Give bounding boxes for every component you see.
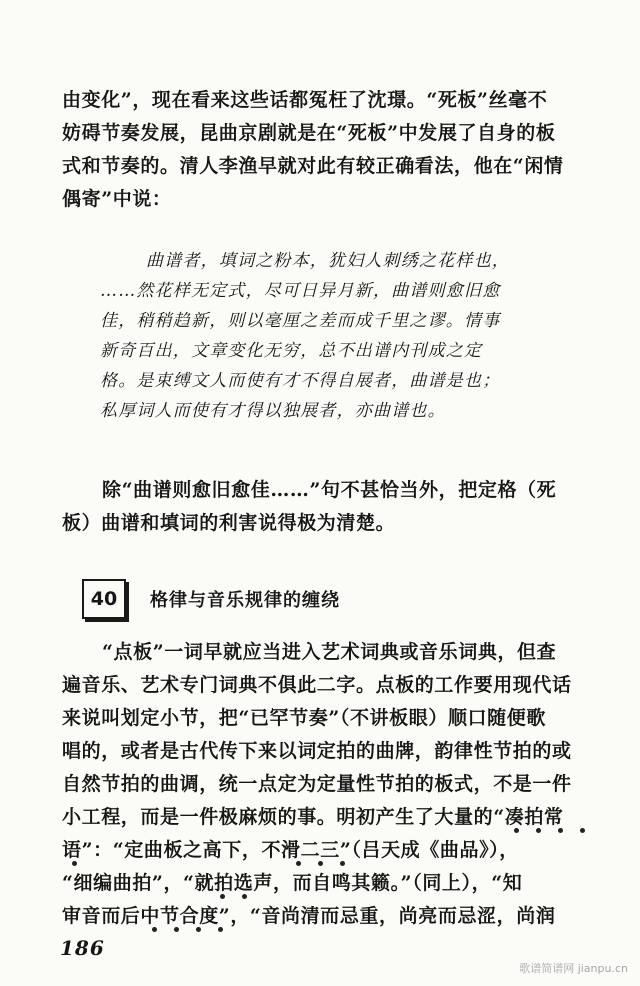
text-line: 妨碍节奏发展，昆曲京剧就是在“死板”中发展了自身的板 (62, 122, 556, 144)
emphasis-dot (218, 927, 223, 932)
text-line: 小工程，而是一件极麻烦的事。明初产生了大量的“凑拍常 (62, 806, 564, 828)
emphasis-dot (536, 828, 541, 833)
section-heading (82, 578, 340, 620)
text-line: 由变化”，现在看来这些话都冤枉了沈璟。“死板”丝毫不 (62, 89, 548, 111)
emphasis-dot (220, 894, 225, 899)
emphasis-dot (72, 861, 77, 866)
quote-line: 私厚词人而使有才得以独展者，亦曲谱也。 (100, 401, 446, 421)
emphasis-dot (514, 828, 519, 833)
emphasis-dot (340, 861, 345, 866)
emphasis-dot (196, 927, 201, 932)
quote-line: 新奇百出，文章变化无穷，总不出谱内刊成之定 (100, 341, 483, 361)
text-line: 语”：“定曲板之高下，不滑二三”（吕天成《曲品》）， (62, 839, 519, 861)
quote-line: ……然花样无定式，尽可日异月新，曲谱则愈旧愈 (100, 281, 501, 301)
page-number: 186 (60, 936, 105, 960)
emphasis-dot (318, 861, 323, 866)
emphasis-dot (296, 861, 301, 866)
block-quote (100, 246, 580, 426)
emphasis-dot (174, 927, 179, 932)
quote-line: 格。是束缚文人而使有才不得自展者，曲谱是也； (100, 371, 501, 391)
paragraph-intro (62, 84, 622, 216)
text-line: 遍音乐、艺术专门词典不俱此二字。点板的工作要用现代话 (62, 674, 572, 696)
text-line: 式和节奏的。清人李渔早就对此有较正确看法，他在“闲情 (62, 155, 564, 177)
text-line: 板）曲谱和填词的利害说得极为清楚。 (62, 512, 396, 534)
text-line: 来说叫划定小节，把“已罕节奏”（不讲板眼）顺口随便歌 (62, 707, 546, 729)
emphasis-dot (152, 927, 157, 932)
quote-line: 佳，稍稍趋新，则以毫厘之差而成千里之谬。情事 (100, 311, 501, 331)
paragraph-comment (62, 474, 622, 540)
emphasis-dot (242, 894, 247, 899)
text-line: 唱的，或者是古代传下来以词定拍的曲牌，韵律性节拍的或 (62, 740, 572, 762)
text-line: 审音而后中节合度”，“音尚清而忌重，尚亮而忌涩，尚润 (62, 905, 556, 927)
quote-line: 曲谱者，填词之粉本，犹妇人刺绣之花样也， (146, 251, 510, 271)
section-number-box: 40 (82, 579, 126, 619)
emphasis-dot (558, 828, 563, 833)
text-line: 自然节拍的曲调，统一点定为定量性节拍的板式，不是一件 (62, 773, 572, 795)
emphasis-dot (580, 828, 585, 833)
paragraph-body (62, 636, 622, 933)
text-line: 除“曲谱则愈旧愈佳……”句不甚恰当外，把定格（死 (102, 479, 557, 501)
text-line: 偶寄”中说： (62, 188, 172, 210)
watermark: 歌谱简谱网 jianpu.cn (519, 962, 628, 975)
text-line: “细编曲拍”，“就拍选声，而自鸣其籁。”（同上），“知 (62, 872, 523, 894)
text-line: “点板”一词早就应当进入艺术词典或音乐词典，但查 (102, 641, 557, 663)
section-title: 格律与音乐规律的缠绕 (150, 590, 340, 611)
